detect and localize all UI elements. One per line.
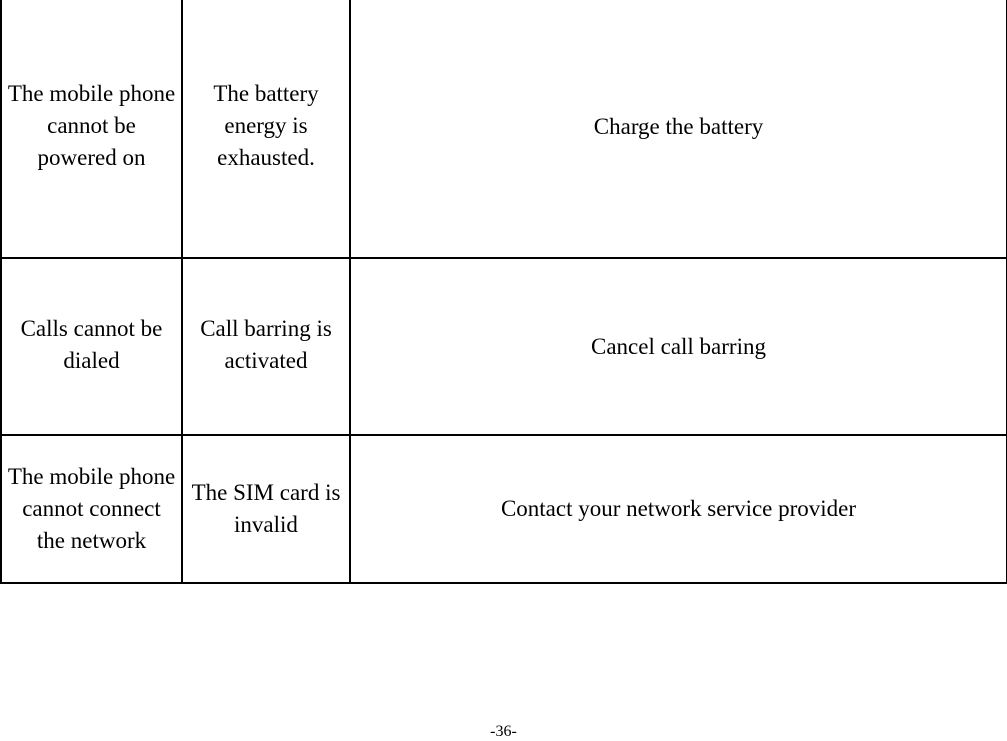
solution-text: Charge the battery xyxy=(593,113,764,139)
problem-text: Calls cannot be dialed xyxy=(20,315,163,373)
problem-text: The mobile phone cannot connect the network xyxy=(7,464,176,553)
problem-cell xyxy=(1,0,182,258)
solution-text: Contact your network service provider xyxy=(500,496,857,521)
page-number: -36- xyxy=(490,723,517,740)
cause-cell xyxy=(182,0,350,258)
problem-text: The mobile phone cannot be powered on xyxy=(7,81,176,170)
solution-cell xyxy=(350,0,1007,258)
table-row xyxy=(1,435,1007,583)
solution-text: Cancel call barring xyxy=(591,333,766,359)
cause-text: The battery energy is exhausted. xyxy=(213,81,319,170)
cause-text: The SIM card is invalid xyxy=(191,480,341,537)
table-row xyxy=(1,258,1007,435)
problem-cell xyxy=(1,435,182,583)
cause-cell xyxy=(182,258,350,435)
cause-text: Call barring is activated xyxy=(200,315,332,373)
solution-cell xyxy=(350,435,1007,583)
problem-cell xyxy=(1,258,182,435)
solution-cell xyxy=(350,258,1007,435)
table-row xyxy=(1,0,1007,258)
cause-cell xyxy=(182,435,350,583)
